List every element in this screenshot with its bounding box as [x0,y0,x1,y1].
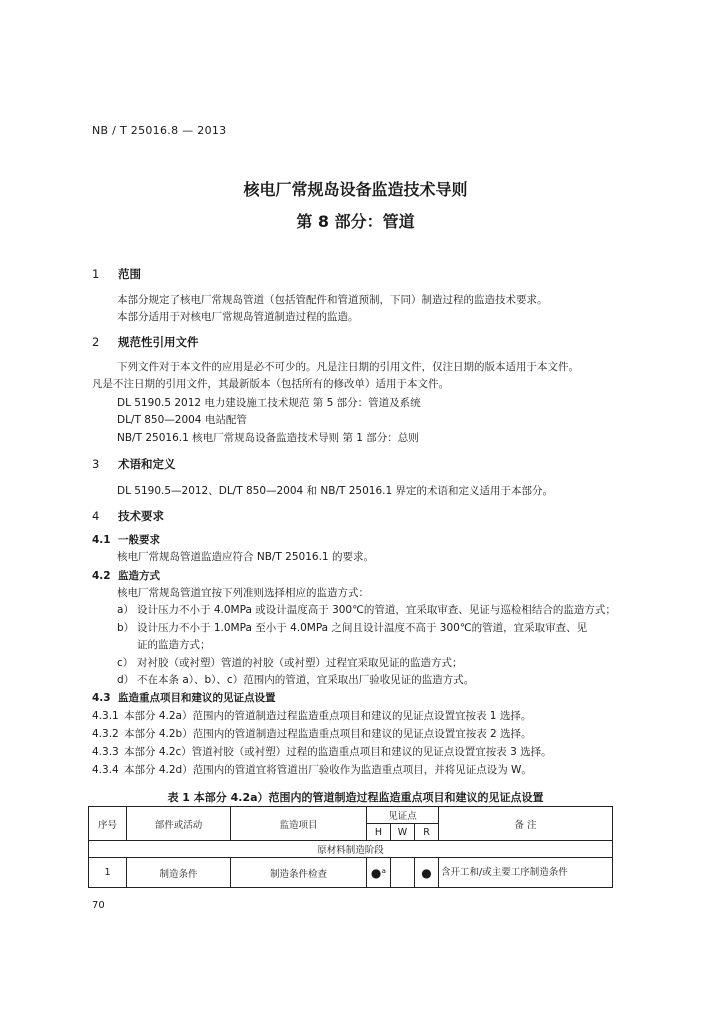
section-1-heading [92,266,141,282]
document-subtitle: 第 8 部分：管道 [296,212,415,231]
clause-number: 4.3.4 [92,764,119,776]
list-text: 对衬胶（或衬塑）管道的衬胶（或衬塑）过程宜采取见证的监造方式； [137,657,463,669]
cell-w [391,858,415,888]
clause-4-3-2 [92,726,532,741]
table-caption: 表 1 本部分 4.2a）范围内的管道制造过程监造重点项目和建议的见证点设置 [167,791,544,804]
cell-part: 制造条件 [127,858,231,888]
cell-remark: 含开工和/或主要工序制造条件 [439,858,613,888]
stage-label: 原材料制造阶段 [89,841,613,858]
paragraph: 本部分适用于对核电厂常规岛管道制造过程的监造。 [117,311,359,323]
clause-4-3-1 [92,708,531,723]
page-number: 70 [92,900,105,911]
clause-4-3-3 [92,744,552,759]
subsection-4-1-heading [92,532,160,547]
cell-seq: 1 [89,858,127,888]
cell-h: ●ᵃ [367,858,391,888]
section-title: 术语和定义 [118,457,176,471]
list-item-b-continued: 证的监造方式； [137,639,211,651]
reference-item: DL/T 850—2004 电站配管 [117,414,247,426]
document-title: 核电厂常规岛设备监造技术导则 [243,180,468,199]
list-text: 不在本条 a）、b）、c）范围内的管道，宜采取出厂验收见证的监造方式。 [137,674,475,686]
paragraph: 凡是不注日期的引用文件，其最新版本（包括所有的修改单）适用于本文件。 [92,378,449,390]
header-item: 监造项目 [231,807,367,841]
subsection-title: 一般要求 [118,534,160,546]
subsection-title: 监造方式 [118,570,160,582]
subsection-4-2-heading [92,568,160,583]
section-title: 范围 [118,267,141,281]
section-number: 3 [92,457,100,471]
clause-text: 本部分 4.2b）范围内的管道制造过程监造重点项目和建议的见证点设置宜按表 2 选择。 [124,728,532,740]
section-number: 2 [92,335,100,349]
reference-item: NB/T 25016.1 核电厂常规岛设备监造技术导则 第 1 部分：总则 [117,432,419,444]
cell-r: ● [415,858,439,888]
standard-number: NB / T 25016.8 — 2013 [92,124,227,137]
section-number: 1 [92,267,100,281]
table-stage-row [89,841,613,858]
header-remarks: 备 注 [439,807,613,841]
paragraph: 本部分规定了核电厂常规岛管道（包括管配件和管道预制，下同）制造过程的监造技术要求。 [117,294,548,306]
subsection-number: 4.3 [92,692,111,704]
list-label: a） [117,604,134,616]
list-label: d） [117,674,135,686]
clause-text: 本部分 4.2d）范围内的管道宜将管道出厂验收作为监造重点项目，并将见证点设为 W。 [124,764,532,776]
list-text: 设计压力不小于 4.0MPa 或设计温度高于 300℃的管道，宜采取审查、见证与巡检相结合的监造方式； [137,604,616,616]
header-w: W [391,824,415,841]
list-item-c [117,655,463,670]
section-title: 技术要求 [118,509,164,523]
section-3-heading [92,456,176,472]
clause-text: 本部分 4.2c）管道衬胶（或衬塑）过程的监造重点项目和建议的见证点设置宜按表 3 选择。 [124,746,552,758]
clause-number: 4.3.2 [92,728,119,740]
cell-item: 制造条件检查 [231,858,367,888]
subsection-number: 4.2 [92,570,111,582]
reference-item: DL 5190.5 2012 电力建设施工技术规范 第 5 部分：管道及系统 [117,397,421,409]
paragraph: DL 5190.5—2012、DL/T 850—2004 和 NB/T 25016.1 界定的术语和定义适用于本部分。 [117,485,554,497]
paragraph: 核电厂常规岛管道监造应符合 NB/T 25016.1 的要求。 [117,551,374,563]
witness-point-table [88,806,613,888]
list-item-b [117,620,587,635]
table-row [89,858,613,888]
subsection-number: 4.1 [92,534,111,546]
header-seq: 序号 [89,807,127,841]
paragraph: 核电厂常规岛管道宜按下列准则选择相应的监造方式： [117,587,369,599]
list-text: 设计压力不小于 1.0MPa 至小于 4.0MPa 之间且设计温度不高于 300℃的管道，宜采取审查、见 [137,622,588,634]
clause-text: 本部分 4.2a）范围内的管道制造过程监造重点项目和建议的见证点设置宜按表 1 选择。 [124,710,532,722]
list-item-d [117,672,474,687]
list-item-a [117,602,616,617]
list-label: b） [117,622,135,634]
section-title: 规范性引用文件 [118,335,199,349]
clause-number: 4.3.3 [92,746,119,758]
clause-4-3-4 [92,762,532,777]
header-witness: 见证点 [367,807,439,824]
section-2-heading [92,334,199,350]
section-4-heading [92,508,164,524]
header-part: 部件或活动 [127,807,231,841]
clause-number: 4.3.1 [92,710,119,722]
subsection-title: 监造重点项目和建议的见证点设置 [118,692,276,704]
list-label: c） [117,657,134,669]
section-number: 4 [92,509,100,523]
header-h: H [367,824,391,841]
subsection-4-3-heading [92,690,276,705]
table-header-row [89,807,613,824]
paragraph: 下列文件对于本文件的应用是必不可少的。凡是注日期的引用文件，仅注日期的版本适用于本文件。 [117,361,579,373]
header-r: R [415,824,439,841]
